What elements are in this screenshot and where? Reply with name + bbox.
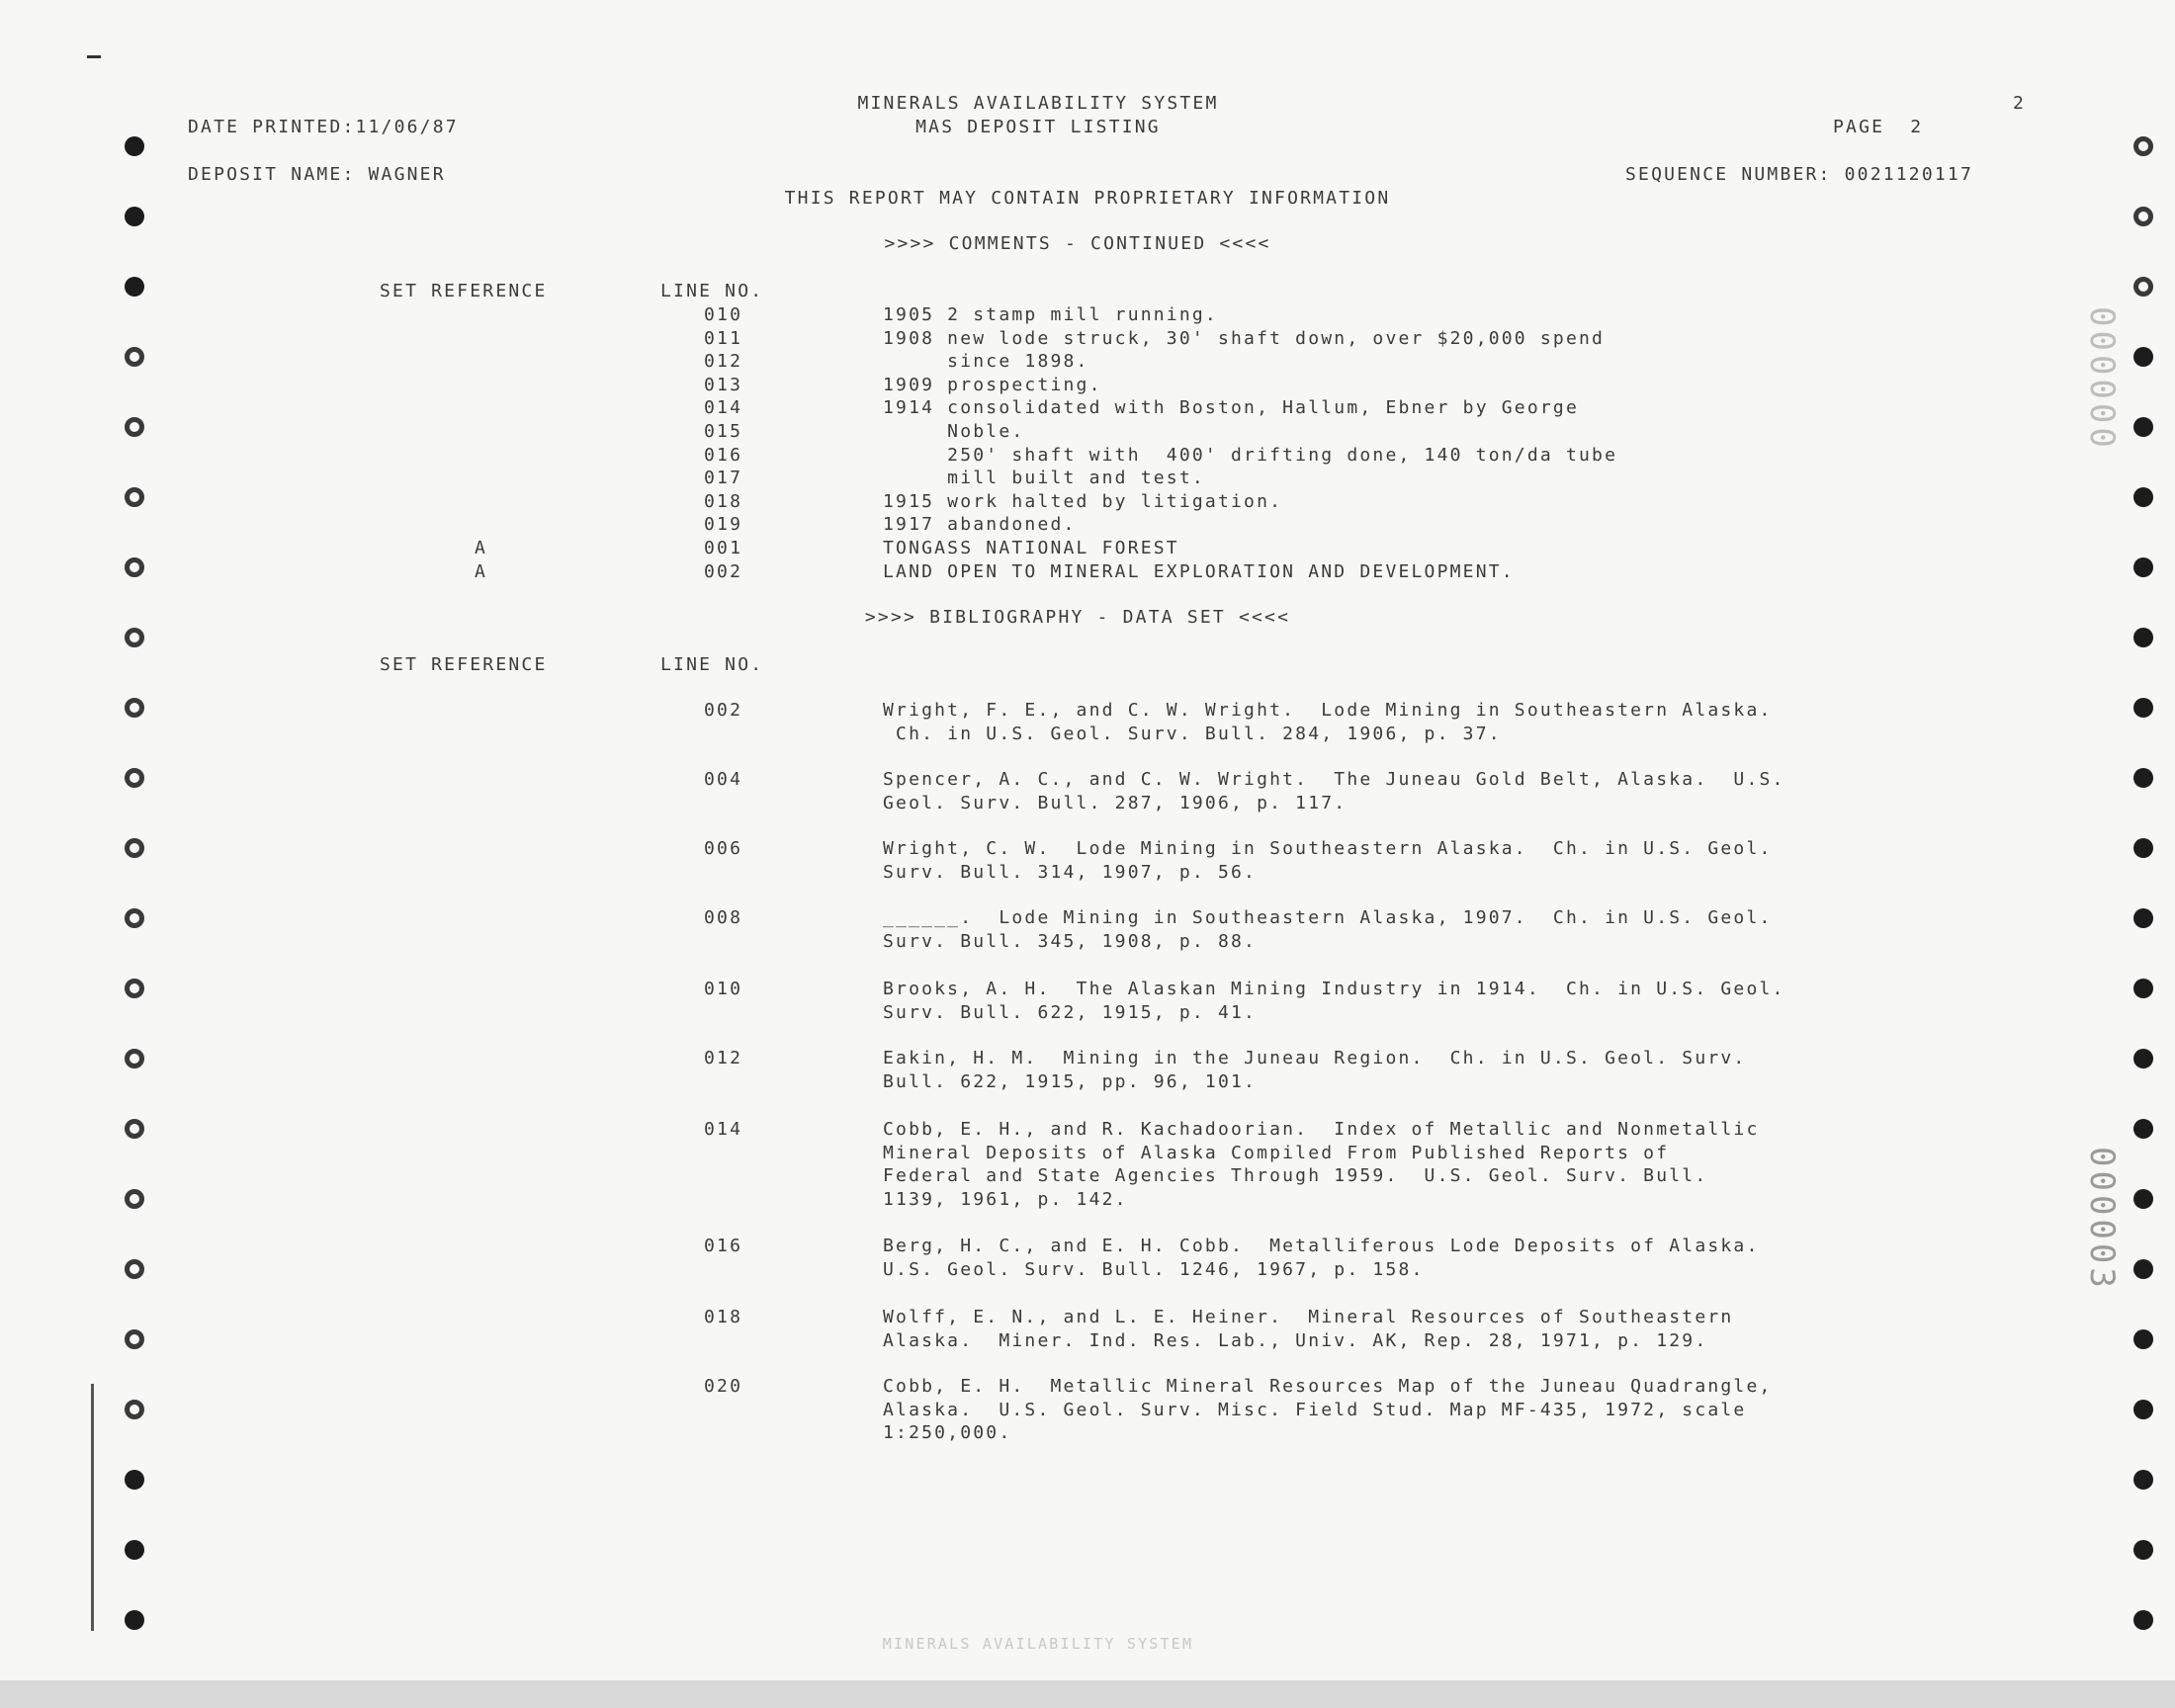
upper-right-margin-stamp: 000000 (2082, 306, 2122, 452)
feed-hole (125, 1049, 144, 1068)
bibliography-citation-line: Ch. in U.S. Geol. Surv. Bull. 284, 1906, p. 37. (883, 723, 1502, 744)
comment-line-number: 013 (704, 374, 743, 395)
bibliography-line-number: 010 (704, 979, 743, 999)
feed-hole (2133, 1400, 2153, 1419)
comment-text: TONGASS NATIONAL FOREST (883, 538, 1179, 558)
bibliography-citation-line: Geol. Surv. Bull. 287, 1906, p. 117. (883, 792, 1348, 813)
feed-hole (125, 1610, 144, 1630)
feed-hole (125, 628, 144, 647)
feed-hole (2133, 1329, 2153, 1349)
feed-hole (125, 838, 144, 858)
comment-set-reference: A (475, 538, 488, 558)
page-number: PAGE 2 (1833, 117, 1924, 137)
bibliography-citation-line: Mineral Deposits of Alaska Compiled From Published Reports of (883, 1142, 1670, 1163)
sequence-number: SEQUENCE NUMBER: 0021120117 (1625, 164, 1973, 185)
bibliography-line-number: 018 (704, 1307, 743, 1327)
date-printed: DATE PRINTED:11/06/87 (188, 117, 459, 137)
comment-line-number: 010 (704, 304, 743, 325)
feed-hole (125, 277, 144, 297)
feed-hole (2133, 347, 2153, 367)
left-edge-line (91, 1384, 94, 1631)
comment-line-number: 011 (704, 327, 743, 349)
listing-title: MAS DEPOSIT LISTING (915, 117, 1161, 137)
comment-text: 250' shaft with 400' drifting done, 140 ton/da tube (883, 444, 1618, 466)
bibliography-line-number: 014 (704, 1119, 743, 1140)
proprietary-notice: THIS REPORT MAY CONTAIN PROPRIETARY INFORMATION (784, 188, 1391, 209)
comment-text: 1914 consolidated with Boston, Hallum, Ebner by George (883, 397, 1579, 419)
comment-line-number: 014 (704, 397, 743, 419)
comment-text: Noble. (883, 421, 1025, 442)
bibliography-line-no-header: LINE NO. (660, 654, 764, 675)
bibliography-citation-line: Surv. Bull. 314, 1907, p. 56. (883, 861, 1258, 883)
bibliography-line-number: 006 (704, 838, 743, 859)
feed-hole (125, 979, 144, 998)
bibliography-citation-line: Wright, F. E., and C. W. Wright. Lode Mining in Southeastern Alaska. (883, 700, 1773, 721)
feed-hole (125, 417, 144, 437)
footer-bleed-through: MINERALS AVAILABILITY SYSTEM (882, 1635, 1194, 1653)
comments-heading: >>>> COMMENTS - CONTINUED <<<< (884, 233, 1271, 254)
deposit-name: DEPOSIT NAME: WAGNER (188, 164, 446, 185)
comments-set-reference-header: SET REFERENCE (380, 281, 548, 301)
bibliography-citation-line: Wright, C. W. Lode Mining in Southeastern Alaska. Ch. in U.S. Geol. (883, 838, 1773, 859)
comment-text: 1909 prospecting. (883, 374, 1102, 395)
feed-hole (125, 1259, 144, 1279)
bibliography-line-number: 020 (704, 1376, 743, 1397)
feed-hole (125, 1540, 144, 1560)
feed-hole (2133, 698, 2153, 718)
bibliography-citation-line: Berg, H. C., and E. H. Cobb. Metalliferous Lode Deposits of Alaska. (883, 1236, 1760, 1256)
feed-hole (2133, 1119, 2153, 1139)
feed-hole (2133, 908, 2153, 928)
feed-hole (2133, 1470, 2153, 1490)
feed-hole (2133, 979, 2153, 998)
stray-mark (87, 55, 101, 58)
comment-text: LAND OPEN TO MINERAL EXPLORATION AND DEVELOPMENT. (883, 560, 1515, 582)
bibliography-heading: >>>> BIBLIOGRAPHY - DATA SET <<<< (864, 607, 1291, 628)
corner-page-number: 2 (2013, 93, 2027, 114)
feed-hole (2133, 557, 2153, 577)
bibliography-citation-line: Alaska. U.S. Geol. Surv. Misc. Field Stud. Map MF-435, 1972, scale (883, 1399, 1747, 1420)
feed-hole (2133, 417, 2153, 437)
feed-hole (125, 557, 144, 577)
feed-hole (125, 1400, 144, 1419)
bibliography-citation-line: Brooks, A. H. The Alaskan Mining Industry in 1914. Ch. in U.S. Geol. (883, 979, 1785, 999)
comment-line-number: 017 (704, 468, 743, 489)
feed-hole (2133, 1610, 2153, 1630)
feed-hole (125, 1119, 144, 1139)
comment-line-number: 012 (704, 351, 743, 373)
bibliography-citation-line: 1:250,000. (883, 1422, 1012, 1444)
lower-right-margin-stamp: 000003 (2082, 1147, 2122, 1292)
feed-hole (2133, 136, 2153, 156)
feed-hole (2133, 207, 2153, 226)
comment-text: 1905 2 stamp mill running. (883, 304, 1218, 325)
system-title: MINERALS AVAILABILITY SYSTEM (857, 93, 1219, 114)
feed-hole (2133, 1259, 2153, 1279)
bibliography-citation-line: Surv. Bull. 345, 1908, p. 88. (883, 930, 1258, 952)
bibliography-line-number: 016 (704, 1236, 743, 1256)
feed-hole (2133, 487, 2153, 507)
bibliography-citation-line: Surv. Bull. 622, 1915, p. 41. (883, 1001, 1258, 1023)
comment-line-number: 015 (704, 421, 743, 442)
bibliography-citation-line: Wolff, E. N., and L. E. Heiner. Mineral Resources of Southeastern (883, 1307, 1734, 1327)
comment-text: since 1898. (883, 351, 1089, 373)
feed-hole (125, 698, 144, 718)
comment-text: 1917 abandoned. (883, 514, 1077, 536)
feed-hole (125, 768, 144, 788)
bibliography-line-number: 004 (704, 769, 743, 790)
bibliography-citation-line: ______. Lode Mining in Southeastern Alaska, 1907. Ch. in U.S. Geol. (883, 907, 1773, 928)
bibliography-citation-line: U.S. Geol. Surv. Bull. 1246, 1967, p. 158. (883, 1258, 1425, 1280)
feed-hole (2133, 628, 2153, 647)
feed-hole (2133, 768, 2153, 788)
bibliography-citation-line: Federal and State Agencies Through 1959. U.S. Geol. Surv. Bull. (883, 1165, 1708, 1187)
feed-hole (2133, 1540, 2153, 1560)
comment-line-number: 001 (704, 538, 743, 558)
feed-hole (2133, 1189, 2153, 1209)
feed-hole (125, 908, 144, 928)
comment-line-number: 002 (704, 560, 743, 582)
bibliography-citation-line: Spencer, A. C., and C. W. Wright. The Juneau Gold Belt, Alaska. U.S. (883, 769, 1785, 790)
comment-line-number: 018 (704, 490, 743, 512)
feed-hole (125, 207, 144, 226)
comment-text: 1915 work halted by litigation. (883, 490, 1283, 512)
scanner-bottom-edge (0, 1680, 2175, 1708)
comments-line-no-header: LINE NO. (660, 281, 764, 301)
feed-hole (125, 347, 144, 367)
comment-line-number: 016 (704, 444, 743, 466)
feed-hole (125, 487, 144, 507)
bibliography-citation-line: Cobb, E. H., and R. Kachadoorian. Index of Metallic and Nonmetallic (883, 1119, 1760, 1140)
bibliography-line-number: 012 (704, 1048, 743, 1068)
comment-set-reference: A (475, 560, 488, 582)
bibliography-citation-line: 1139, 1961, p. 142. (883, 1188, 1128, 1210)
feed-hole (2133, 277, 2153, 297)
bibliography-line-number: 002 (704, 700, 743, 721)
bibliography-citation-line: Cobb, E. H. Metallic Mineral Resources Map of the Juneau Quadrangle, (883, 1376, 1773, 1397)
bibliography-citation-line: Eakin, H. M. Mining in the Juneau Region. Ch. in U.S. Geol. Surv. (883, 1048, 1747, 1068)
bibliography-set-reference-header: SET REFERENCE (380, 654, 548, 675)
feed-hole (2133, 1049, 2153, 1068)
comment-text: 1908 new lode struck, 30' shaft down, over $20,000 spend (883, 327, 1606, 349)
feed-hole (125, 136, 144, 156)
comment-text: mill built and test. (883, 468, 1205, 489)
bibliography-line-number: 008 (704, 907, 743, 928)
feed-hole (125, 1470, 144, 1490)
comment-line-number: 019 (704, 514, 743, 536)
feed-hole (125, 1189, 144, 1209)
feed-hole (125, 1329, 144, 1349)
bibliography-citation-line: Bull. 622, 1915, pp. 96, 101. (883, 1070, 1258, 1092)
feed-hole (2133, 838, 2153, 858)
bibliography-citation-line: Alaska. Miner. Ind. Res. Lab., Univ. AK, Rep. 28, 1971, p. 129. (883, 1329, 1708, 1351)
